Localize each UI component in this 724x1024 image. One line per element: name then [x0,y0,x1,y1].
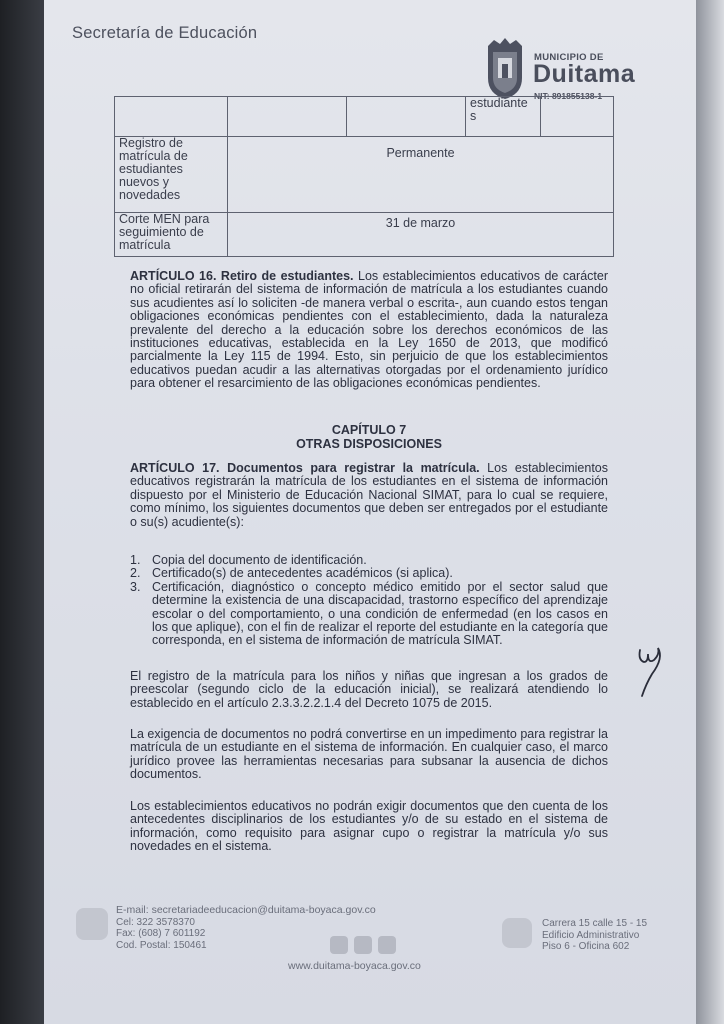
article-16-text: Los establecimientos educativos de carácter no oficial retirarán del sistema de información de matrícula a los estudiantes cuando sus acudientes así lo soliciten -de manera verbal o escrita-, aun cuando estos tengan obligaciones económicas pendientes con el establecimiento, dada la naturaleza prevalente del derecho a la educación sobre los derechos económicos de las instituciones educativas, establecida en la Ley 1650 de 2013, que modificó parcialmente la Ley 115 de 1994. Esto, sin perjuicio de que los establecimientos educativos puedan acudir a las alternativas otorgadas por el ordenamiento jurídico para obtener el resarcimiento de las obligaciones económicas pendientes. [130,269,608,391]
footer-cel: Cel: 322 3578370 [116,916,195,928]
chapter-number: CAPÍTULO 7 [331,423,407,437]
instagram-icon [354,936,372,954]
table-row [115,97,614,137]
table-cell-value: 31 de marzo [385,216,456,230]
location-pin-icon [502,918,532,948]
footer-email: E-mail: secretariadeeducacion@duitama-boyaca.gov.co [116,904,376,916]
municipio-label: MUNICIPIO DE [534,52,604,63]
dates-table [114,96,614,257]
table-row [115,137,614,213]
article-17-paragraph-2: La exigencia de documentos no podrá convertirse en un impedimento para registrar la matrícula de un estudiante en el sistema de información. En cualquier caso, el marco jurídico provee las herramientas necesarias para subsanar la ausencia de dichos documentos. [130,727,608,782]
chapter-title: OTRAS DISPOSICIONES [296,437,442,451]
list-item: 1. Copia del documento de identificación. [130,553,367,567]
list-item: 3. Certificación, diagnóstico o concepto médico emitido por el sector salud que determine la existencia de una discapacidad, trastorno específico del aprendizaje escolar o del comportamiento, o una condición de enfermedad (en los casos en los que aplique), con el fin de realizar el reporte del estudiante en la categoría que corresponda, en el sistema de información de matrícula SIMAT. [130,579,608,648]
facebook-icon [330,936,348,954]
secretaria-title: Secretaría de Educación [72,24,258,42]
article-17-intro [130,462,608,529]
article-17-heading: ARTÍCULO 17. Documentos para registrar la matrícula. [130,461,480,475]
footer-postal: Cod. Postal: 150461 [116,939,207,951]
article-17-paragraph-1: El registro de la matrícula para los niños y niñas que ingresan a los grados de preescolar (segundo ciclo de la educación inicial), se realizará atendiendo lo establecido en el artículo 2.3.3.2.2.1.4 del Decreto 1075 de 2015. [130,669,608,710]
article-17-paragraph-3: Los establecimientos educativos no podrán exigir documentos que den cuenta de los antecedentes disciplinarios de los estudiantes y/o de su estado en el sistema de información, como requisito para asignar cupo o registrar la matrícula y/o sus novedades en el sistema. [130,799,608,854]
table-cell-label: Registro de matrícula de estudiantes nuevos y novedades [119,136,188,202]
document-page [44,0,696,1024]
youtube-icon [378,936,396,954]
footer-website: www.duitama-boyaca.gov.co [288,960,421,972]
table-cell: estudiante s [470,96,528,123]
scan-left-edge [0,0,44,1024]
documents-list [130,554,608,648]
article-16 [130,270,608,391]
phone-icon [76,908,108,940]
nit-number: NIT: 891855138-1 [534,91,603,101]
list-item: 2. Certificado(s) de antecedentes académicos (si aplica). [130,566,453,581]
article-17-text: Los establecimientos educativos registrarán la matrícula de los estudiantes en el sistema de información dispuesto por el Ministerio de Educación Nacional SIMAT, para lo cual se requiere, como mínimo, los siguientes documentos que deben ser entregados por el estudiante o su(s) acudiente(s): [130,461,609,529]
table-row [115,213,614,257]
handwritten-initials [634,640,674,700]
municipio-name: Duitama [533,60,636,88]
footer-address: Carrera 15 calle 15 - 15 Edificio Administrativo Piso 6 - Oficina 602 [542,918,648,952]
scan-right-edge [696,0,724,1024]
table-cell-label: Corte MEN para seguimiento de matrícula [119,212,210,252]
footer-fax: Fax: (608) 7 601192 [116,928,206,939]
duitama-crest-icon [484,38,526,100]
table-cell-value: Permanente [386,146,455,160]
article-16-heading: ARTÍCULO 16. Retiro de estudiantes. [130,269,354,283]
